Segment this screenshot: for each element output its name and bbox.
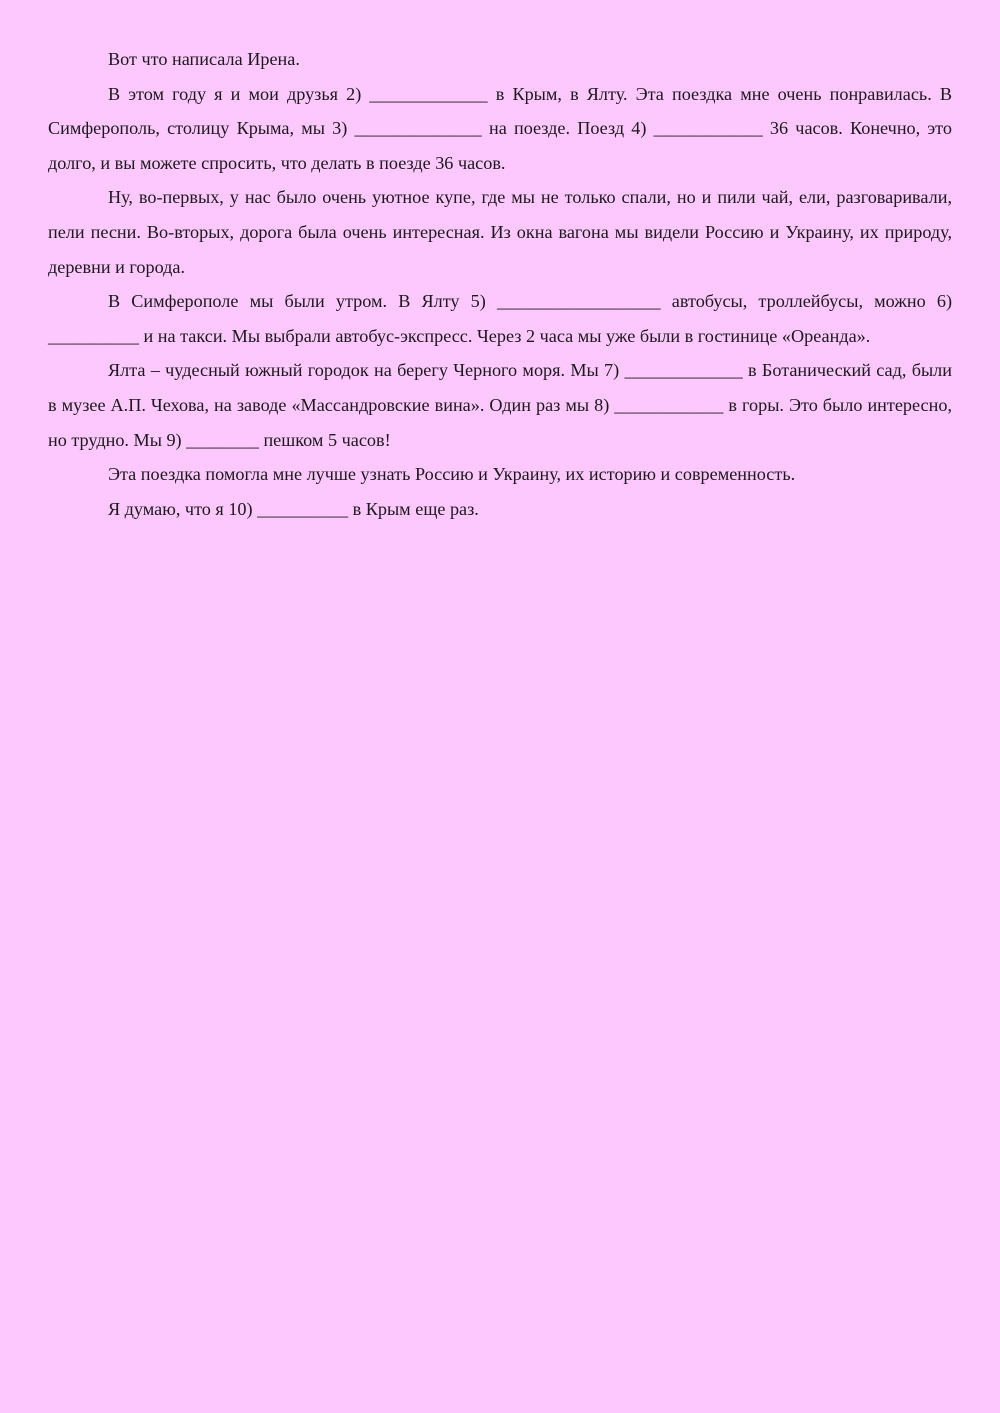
paragraph-simferopol: В Симферополе мы были утром. В Ялту 5) __________________ автобусы, троллейбусы, можно 6) __________ и на такси. Мы выбрали автобус-экспресс. Через 2 часа мы уже были в гостинице «Ореанда». [48,291,952,346]
paragraph-yalta: Ялта – чудесный южный городок на берегу Черного моря. Мы 7) _____________ в Ботанический сад, были в музее А.П. Чехова, на заводе «Массандровские вина». Один раз мы 8) ____________ в горы. Это было интересно, но трудно. Мы 9) ________ пешком 5 часов! [48,360,952,450]
paragraph-conclusion: Эта поездка помогла мне лучше узнать Россию и Украину, их историю и современность. [108,464,796,485]
paragraph-trip: В этом году я и мои друзья 2) _____________ в Крым, в Ялту. Эта поездка мне очень понравилась. В Симферополь, столицу Крыма, мы 3) ______________ на поезде. Поезд 4) ____________ 36 часов. Конечно, это долго, и вы можете спросить, что делать в поезде 36 часов. [48,83,952,173]
paragraph-train: Ну, во-первых, у нас было очень уютное купе, где мы не только спали, но и пили чай, ели, разговаривали, пели песни. Во-вторых, дорога была очень интересная. Из окна вагона мы видели Россию и Украину, их природу, деревни и города. [48,187,952,277]
paragraph-final: Я думаю, что я 10) __________ в Крым еще раз. [108,498,479,519]
paragraph-intro: Вот что написала Ирена. [108,49,300,69]
